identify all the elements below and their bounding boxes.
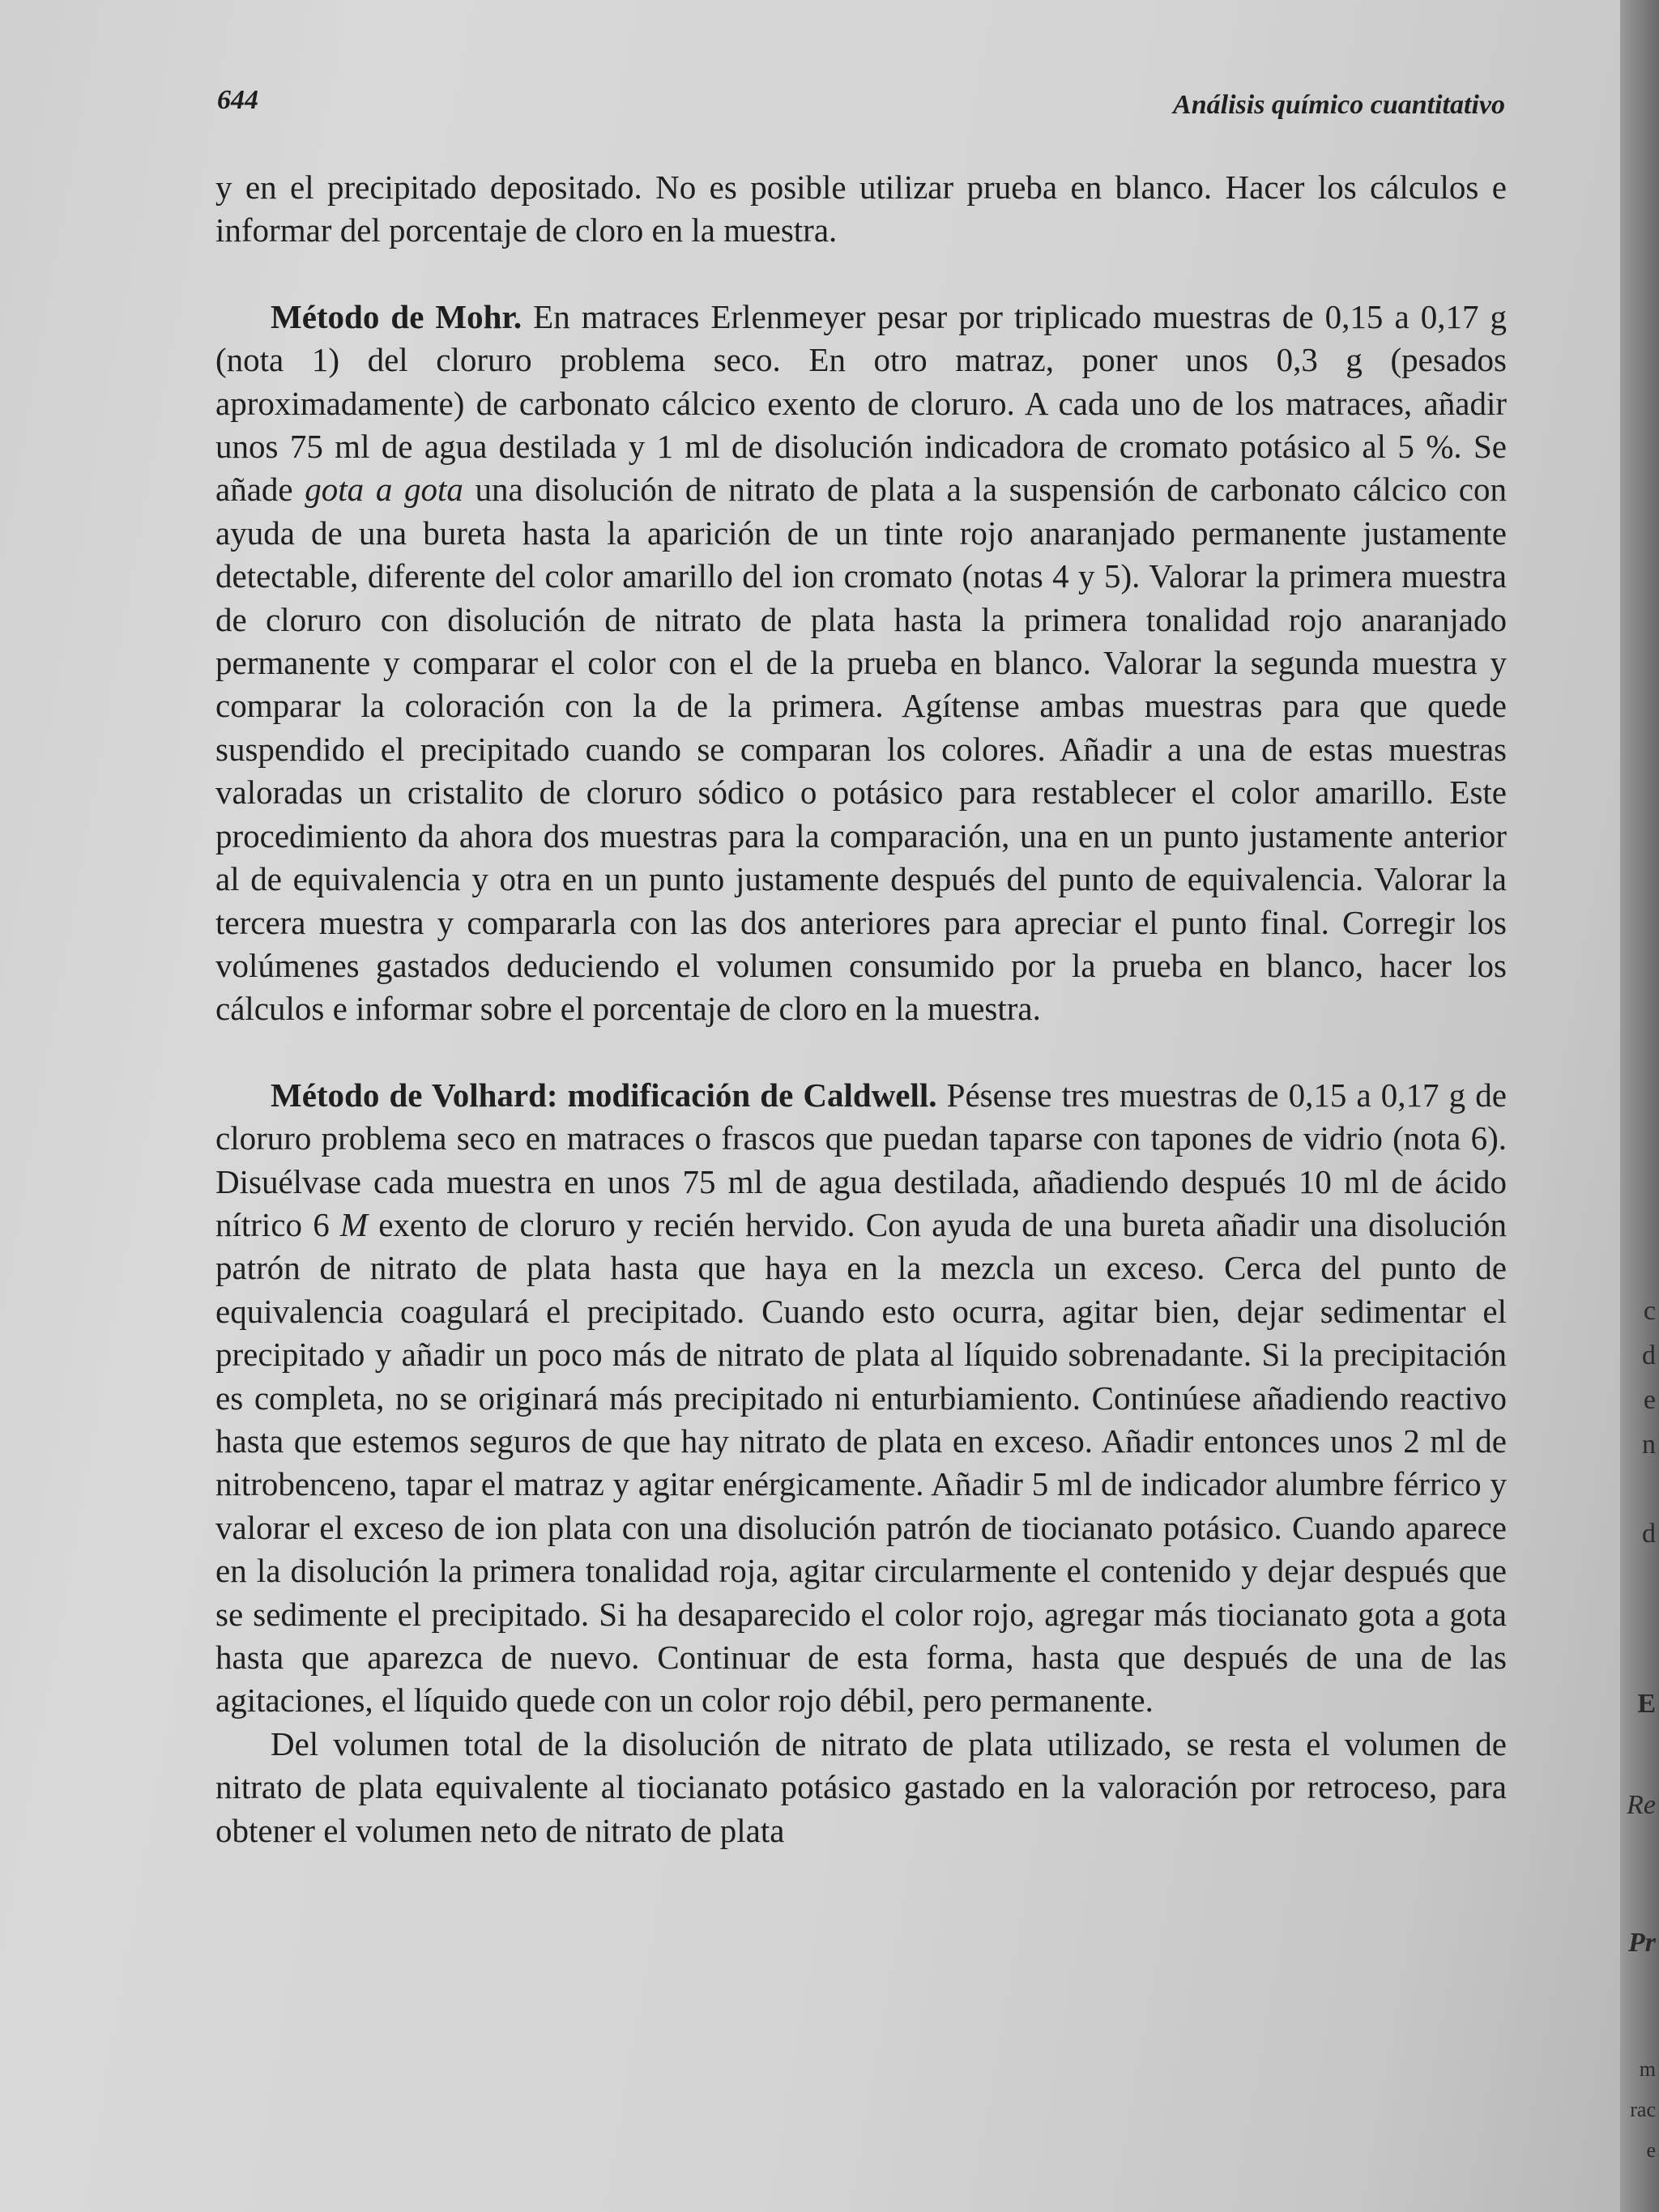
mohr-text-part-1: En matraces Erlenmeyer pesar por triplicado muestras de 0,15 a 0,17 g (nota 1) del cloruro problema seco. En otro matraz, poner unos 0,3 g (pesados aproximadamente) de carbonato cálcico exento de cloruro. A cada uno de los matraces, añadir unos 75 ml de agua destilada y 1 ml de disolución indicadora de cromato potásico al 5 %. Se añade [215,297,1507,509]
paragraph-mohr-method [215,296,1507,1031]
paragraph-volhard-method [215,1074,1507,1723]
paragraph-final: Del volumen total de la disolución de nitrato de plata utilizado, se resta el volumen de nitrato de plata equivalente al tiocianato potásico gastado en la valoración por retroceso, para obtener el volumen neto de nitrato de plata [215,1724,1507,1849]
paragraph-continuation: y en el precipitado depositado. No es posible utilizar prueba en blanco. Hacer los cálculos e informar del porcentaje de cloro en la muestra. [215,168,1507,249]
edge-fragment: m [1639,2057,1656,2081]
page-header [217,85,1505,134]
edge-fragment: E [1637,1689,1656,1719]
volhard-emphasis: M [339,1205,369,1243]
running-title: Análisis químico cuantitativo [1173,90,1505,120]
edge-fragment: n [1642,1430,1656,1460]
mohr-emphasis: gota a gota [305,471,463,509]
section-heading-mohr: Método de Mohr. [271,297,522,335]
volhard-text-part-2: exento de cloruro y recién hervido. Con ayuda de una bureta añadir una disolución patrón de nitrato de plata hasta que haya en la mezcla un exceso. Cerca del punto de equivalencia coagulará el precipitado. Cuando esto ocurra, agitar bien, dejar sedimentar el precipitado y añadir un poco más de nitrato de plata al líquido sobrenadante. Si la precipitación es completa, no se originará más precipitado ni enturbiamiento. Continúese añadiendo reactivo hasta que estemos seguros de que hay nitrato de plata en exceso. Añadir entonces unos 2 ml de nitrobenceno, tapar el matraz y agitar enérgicamente. Añadir 5 ml de indicador alumbre férrico y valorar el exceso de ion plata con una disolución patrón de tiocianato potásico. Cuando aparece en la disolución la primera tonalidad roja, agitar circularmente el contenido y dejar después que se sedimente el precipitado. Si ha desaparecido el color rojo, agregar más tiocianato gota a gota hasta que aparezca de nuevo. Continuar de esta forma, hasta que después de una de las agitaciones, el líquido quede con un color rojo débil, pero permanente. [215,1205,1507,1720]
edge-fragment: Re [1627,1790,1656,1820]
edge-fragment: d [1642,1340,1656,1370]
edge-fragment: c [1643,1296,1656,1326]
page-number: 644 [217,85,258,115]
edge-fragment: e [1643,1385,1656,1415]
facing-page-edge-text [1627,0,1659,2212]
volhard-text-part-1: Pésense tres muestras de 0,15 a 0,17 g de cloruro problema seco en matraces o frascos que puedan taparse con tapones de vidrio (nota 6). Disuélvase cada muestra en unos 75 ml de agua destilada, añadiendo después 10 ml de ácido nítrico 6 [215,1076,1507,1243]
edge-fragment: Pr [1628,1928,1656,1958]
edge-fragment: e [1646,2138,1656,2162]
edge-fragment: rac [1630,2098,1656,2121]
section-heading-volhard: Método de Volhard: modificación de Caldwell. [271,1076,937,1114]
page-body [215,166,1507,1852]
edge-fragment: d [1642,1519,1656,1549]
mohr-text-part-2: una disolución de nitrato de plata a la suspensión de carbonato cálcico con ayuda de una bureta hasta la aparición de un tinte rojo anaranjado permanente justamente detectable, diferente del color amarillo del ion cromato (notas 4 y 5). Valorar la primera muestra de cloruro con disolución de nitrato de plata hasta la primera tonalidad rojo anaranjado permanente y comparar el color con el de la prueba en blanco. Valorar la segunda muestra y comparar la coloración con la de la primera. Agítense ambas muestras para que quede suspendido el precipitado cuando se comparan los colores. Añadir a una de estas muestras valoradas un cristalito de cloruro sódico o potásico para restablecer el color amarillo. Este procedimiento da ahora dos muestras para la comparación, una en un punto justamente anterior al de equivalencia y otra en un punto justamente después del punto de equivalencia. Valorar la tercera muestra y compararla con las dos anteriores para apreciar el punto final. Corregir los volúmenes gastados deduciendo el volumen consumido por la prueba en blanco, hacer los cálculos e informar sobre el porcentaje de cloro en la muestra. [215,471,1507,1028]
